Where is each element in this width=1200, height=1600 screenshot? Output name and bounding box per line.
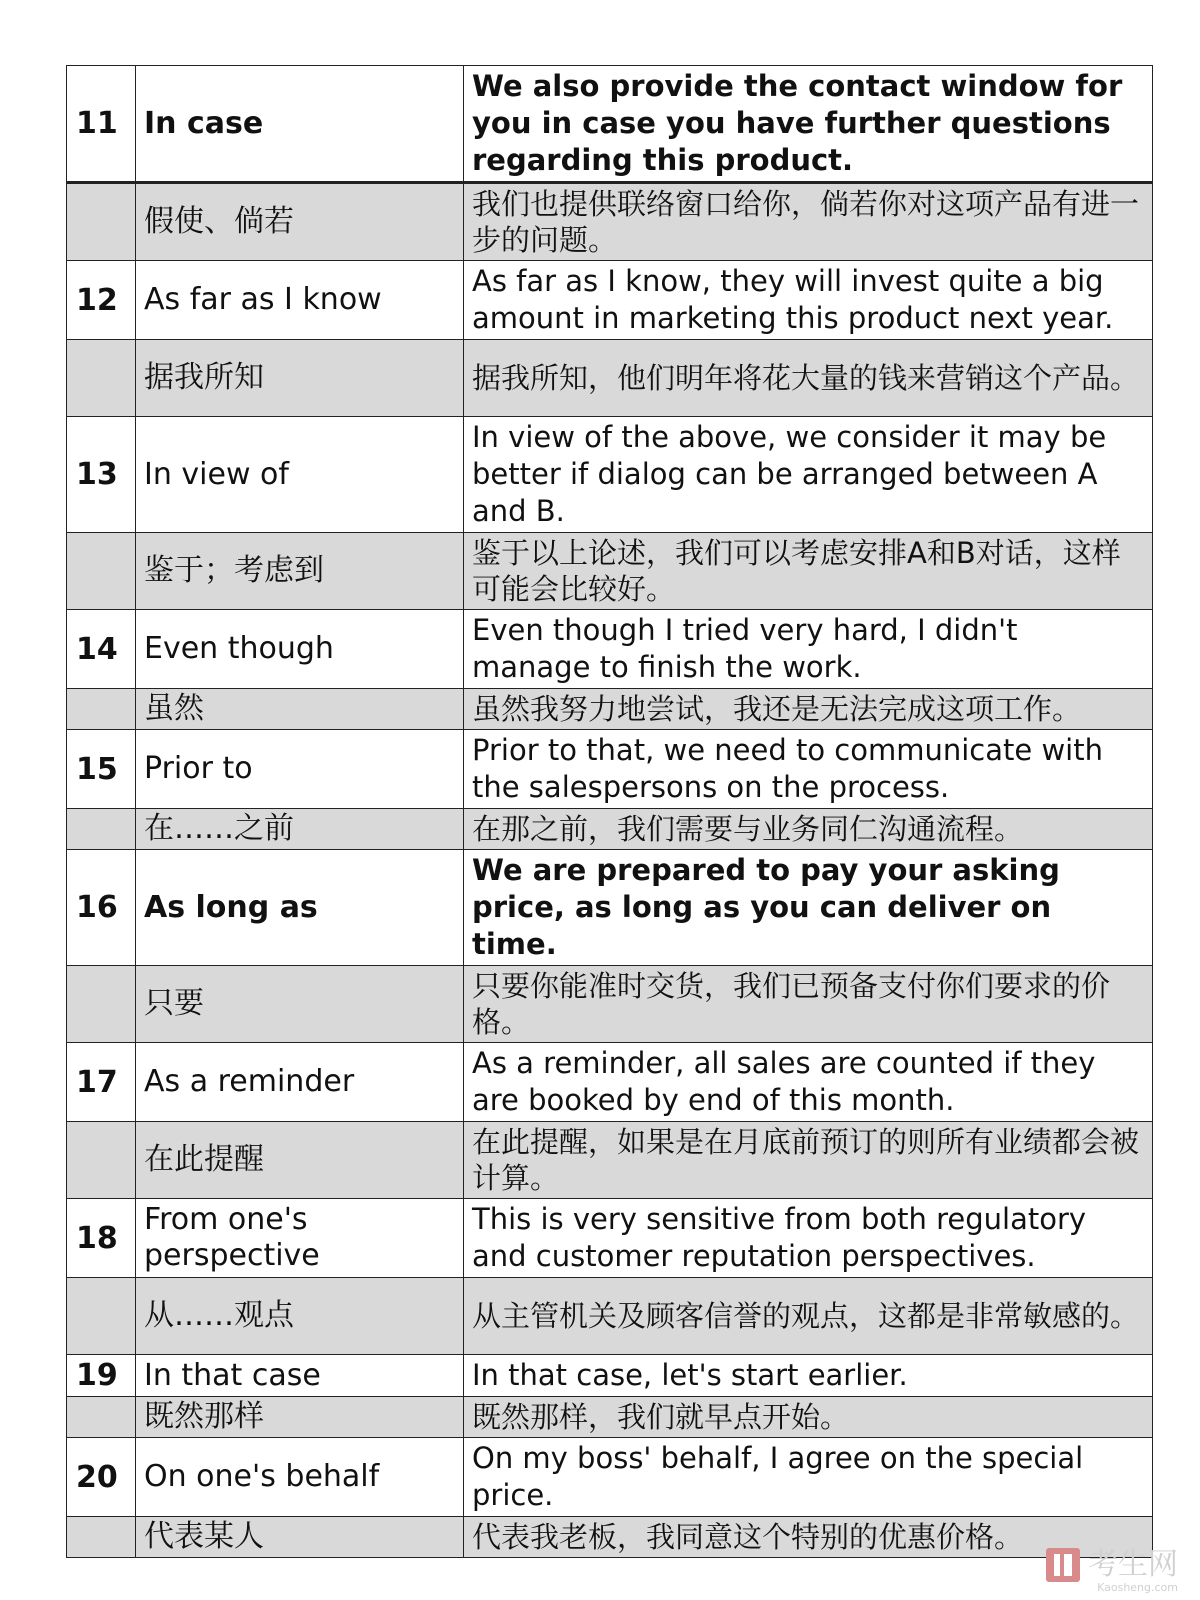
phrase-english: In case: [136, 66, 464, 183]
row-number: 17: [67, 1043, 136, 1122]
row-number: 15: [67, 730, 136, 809]
watermark-logo: [1046, 1547, 1178, 1594]
example-sentence-chinese: 在那之前，我们需要与业务同仁沟通流程。: [464, 809, 1153, 850]
phrase-chinese: 在此提醒: [136, 1122, 464, 1199]
phrase-english: Prior to: [136, 730, 464, 809]
example-sentence-chinese: 鉴于以上论述，我们可以考虑安排A和B对话，这样可能会比较好。: [464, 533, 1153, 610]
phrase-row-chinese: [67, 1278, 1153, 1355]
phrase-row-chinese: [67, 966, 1153, 1043]
phrase-chinese: 既然那样: [136, 1397, 464, 1438]
row-number-empty: [67, 1122, 136, 1199]
row-number-empty: [67, 1517, 136, 1558]
phrase-row-english: [67, 1043, 1153, 1122]
phrase-english: Even though: [136, 610, 464, 689]
phrase-chinese: 据我所知: [136, 340, 464, 417]
phrase-row-english: [67, 417, 1153, 533]
row-number: 14: [67, 610, 136, 689]
example-sentence-english: In that case, let's start earlier.: [464, 1355, 1153, 1397]
phrase-english: As far as I know: [136, 261, 464, 340]
phrase-chinese: 代表某人: [136, 1517, 464, 1558]
phrase-chinese: 鉴于；考虑到: [136, 533, 464, 610]
phrase-english: From one's perspective: [136, 1199, 464, 1278]
phrase-english: As a reminder: [136, 1043, 464, 1122]
example-sentence-chinese: 从主管机关及顾客信誉的观点，这都是非常敏感的。: [464, 1278, 1153, 1355]
row-number-empty: [67, 689, 136, 730]
example-sentence-chinese: 只要你能准时交货，我们已预备支付你们要求的价格。: [464, 966, 1153, 1043]
example-sentence-chinese: 据我所知，他们明年将花大量的钱来营销这个产品。: [464, 340, 1153, 417]
phrase-table-container: [66, 65, 1152, 1558]
row-number: 12: [67, 261, 136, 340]
phrase-english: In that case: [136, 1355, 464, 1397]
example-sentence-english: Prior to that, we need to communicate with the salespersons on the process.: [464, 730, 1153, 809]
row-number-empty: [67, 809, 136, 850]
example-sentence-chinese: 我们也提供联络窗口给你，倘若你对这项产品有进一步的问题。: [464, 183, 1153, 261]
example-sentence-english: As a reminder, all sales are counted if they are booked by end of this month.: [464, 1043, 1153, 1122]
phrase-row-english: [67, 1438, 1153, 1517]
phrase-row-english: [67, 1199, 1153, 1278]
example-sentence-english: As far as I know, they will invest quite a big amount in marketing this product next year.: [464, 261, 1153, 340]
phrase-row-chinese: [67, 183, 1153, 261]
row-number: 13: [67, 417, 136, 533]
row-number: 11: [67, 66, 136, 183]
row-number-empty: [67, 1278, 136, 1355]
phrase-row-chinese: [67, 1122, 1153, 1199]
phrase-chinese: 假使、倘若: [136, 183, 464, 261]
example-sentence-english: In view of the above, we consider it may be better if dialog can be arranged between A and B.: [464, 417, 1153, 533]
phrase-row-english: [67, 610, 1153, 689]
phrase-row-chinese: [67, 1517, 1153, 1558]
example-sentence-english: We are prepared to pay your asking price, as long as you can deliver on time.: [464, 850, 1153, 966]
example-sentence-chinese: 既然那样，我们就早点开始。: [464, 1397, 1153, 1438]
example-sentence-english: We also provide the contact window for you in case you have further questions regarding this product.: [464, 66, 1153, 183]
phrase-english: As long as: [136, 850, 464, 966]
phrase-chinese: 只要: [136, 966, 464, 1043]
example-sentence-english: Even though I tried very hard, I didn't manage to finish the work.: [464, 610, 1153, 689]
phrase-chinese: 从……观点: [136, 1278, 464, 1355]
phrase-table: [66, 65, 1153, 1558]
watermark-url: Kaosheng.com: [1097, 1581, 1178, 1594]
row-number-empty: [67, 340, 136, 417]
phrase-row-english: [67, 1355, 1153, 1397]
row-number-empty: [67, 1397, 136, 1438]
phrase-row-chinese: [67, 809, 1153, 850]
phrase-chinese: 虽然: [136, 689, 464, 730]
phrase-row-english: [67, 66, 1153, 183]
watermark-brand: 考生网: [1088, 1547, 1178, 1582]
phrase-table-body: [67, 66, 1153, 1558]
phrase-row-chinese: [67, 340, 1153, 417]
row-number: 20: [67, 1438, 136, 1517]
phrase-row-english: [67, 261, 1153, 340]
row-number-empty: [67, 966, 136, 1043]
phrase-row-chinese: [67, 533, 1153, 610]
row-number: 18: [67, 1199, 136, 1278]
example-sentence-english: This is very sensitive from both regulatory and customer reputation perspectives.: [464, 1199, 1153, 1278]
phrase-english: On one's behalf: [136, 1438, 464, 1517]
example-sentence-english: On my boss' behalf, I agree on the special price.: [464, 1438, 1153, 1517]
example-sentence-chinese: 代表我老板，我同意这个特别的优惠价格。: [464, 1517, 1153, 1558]
phrase-chinese: 在……之前: [136, 809, 464, 850]
phrase-row-chinese: [67, 689, 1153, 730]
row-number-empty: [67, 533, 136, 610]
example-sentence-chinese: 在此提醒，如果是在月底前预订的则所有业绩都会被计算。: [464, 1122, 1153, 1199]
phrase-row-english: [67, 730, 1153, 809]
phrase-english: In view of: [136, 417, 464, 533]
logo-icon: [1046, 1548, 1080, 1582]
row-number-empty: [67, 183, 136, 261]
row-number: 16: [67, 850, 136, 966]
phrase-row-english: [67, 850, 1153, 966]
example-sentence-chinese: 虽然我努力地尝试，我还是无法完成这项工作。: [464, 689, 1153, 730]
phrase-row-chinese: [67, 1397, 1153, 1438]
row-number: 19: [67, 1355, 136, 1397]
